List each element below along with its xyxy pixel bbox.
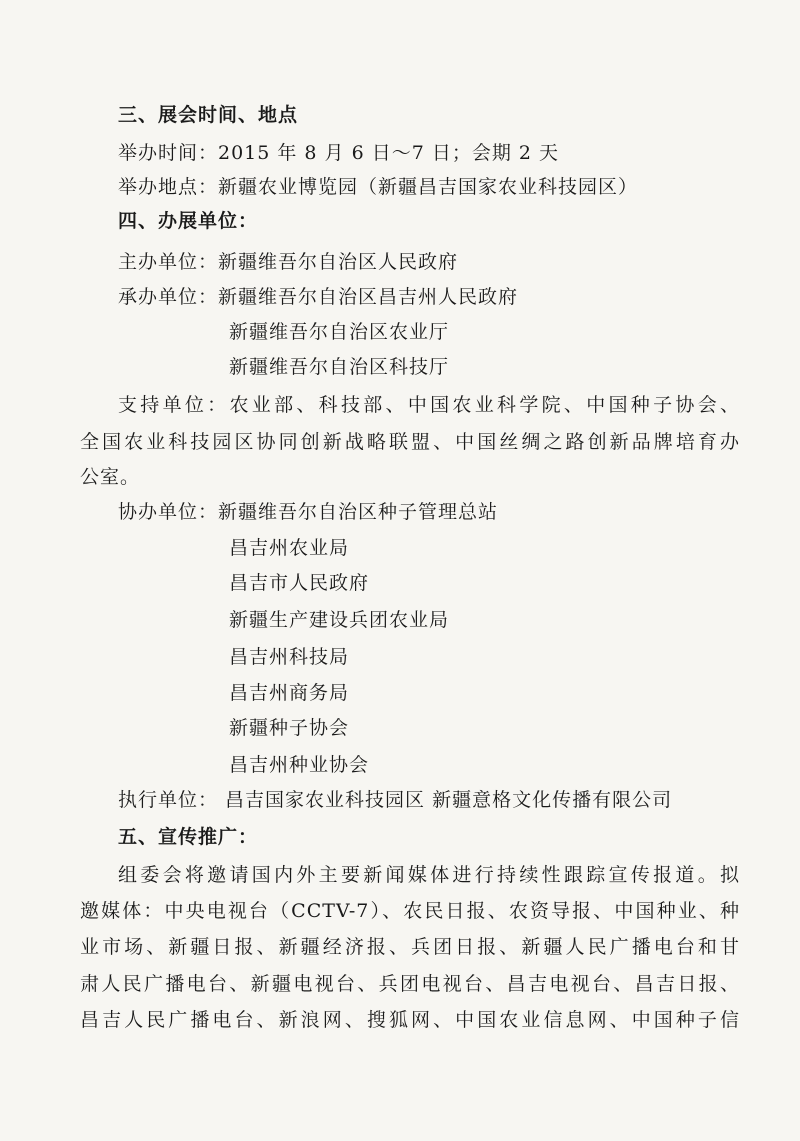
co-organizer-1: 协办单位：新疆维吾尔自治区种子管理总站 — [118, 501, 499, 523]
promotion-line-5: 昌吉人民广播电台、新浪网、搜狐网、中国农业信息网、中国种子信 — [80, 1009, 740, 1031]
executor-units: 执行单位： 昌吉国家农业科技园区 新疆意格文化传播有限公司 — [118, 789, 673, 811]
co-organizer-4: 新疆生产建设兵团农业局 — [229, 609, 450, 631]
organizer-unit-3: 新疆维吾尔自治区科技厅 — [229, 356, 450, 378]
support-units-line-2: 全国农业科技园区协同创新战略联盟、中国丝绸之路创新品牌培育办 — [80, 431, 740, 453]
promotion-line-1: 组委会将邀请国内外主要新闻媒体进行持续性跟踪宣传报道。拟 — [118, 864, 740, 886]
section-3-heading: 三、展会时间、地点 — [118, 104, 299, 126]
event-time: 举办时间：2015 年 8 月 6 日～7 日；会期 2 天 — [118, 142, 560, 164]
co-organizer-7: 新疆种子协会 — [229, 717, 350, 739]
section-4-heading: 四、办展单位： — [118, 210, 259, 232]
support-units-line-1: 支持单位：农业部、科技部、中国农业科学院、中国种子协会、 — [118, 394, 740, 416]
co-organizer-5: 昌吉州科技局 — [229, 646, 350, 668]
co-organizer-2: 昌吉州农业局 — [229, 537, 350, 559]
host-unit: 主办单位：新疆维吾尔自治区人民政府 — [118, 251, 459, 273]
section-5-heading: 五、宣传推广： — [118, 826, 259, 848]
promotion-line-3: 业市场、新疆日报、新疆经济报、兵团日报、新疆人民广播电台和甘 — [80, 936, 740, 958]
organizer-unit-2: 新疆维吾尔自治区农业厅 — [229, 321, 450, 343]
co-organizer-6: 昌吉州商务局 — [229, 682, 350, 704]
support-units-line-3: 公室。 — [80, 466, 141, 488]
organizer-unit-1: 承办单位：新疆维吾尔自治区昌吉州人民政府 — [118, 286, 519, 308]
promotion-line-2: 邀媒体：中央电视台（CCTV-7）、农民日报、农资导报、中国种业、种 — [80, 900, 740, 922]
co-organizer-3: 昌吉市人民政府 — [229, 572, 370, 594]
co-organizer-8: 昌吉州种业协会 — [229, 754, 370, 776]
promotion-line-4: 肃人民广播电台、新疆电视台、兵团电视台、昌吉电视台、昌吉日报、 — [80, 973, 740, 995]
event-place: 举办地点：新疆农业博览园（新疆昌吉国家农业科技园区） — [118, 176, 639, 198]
